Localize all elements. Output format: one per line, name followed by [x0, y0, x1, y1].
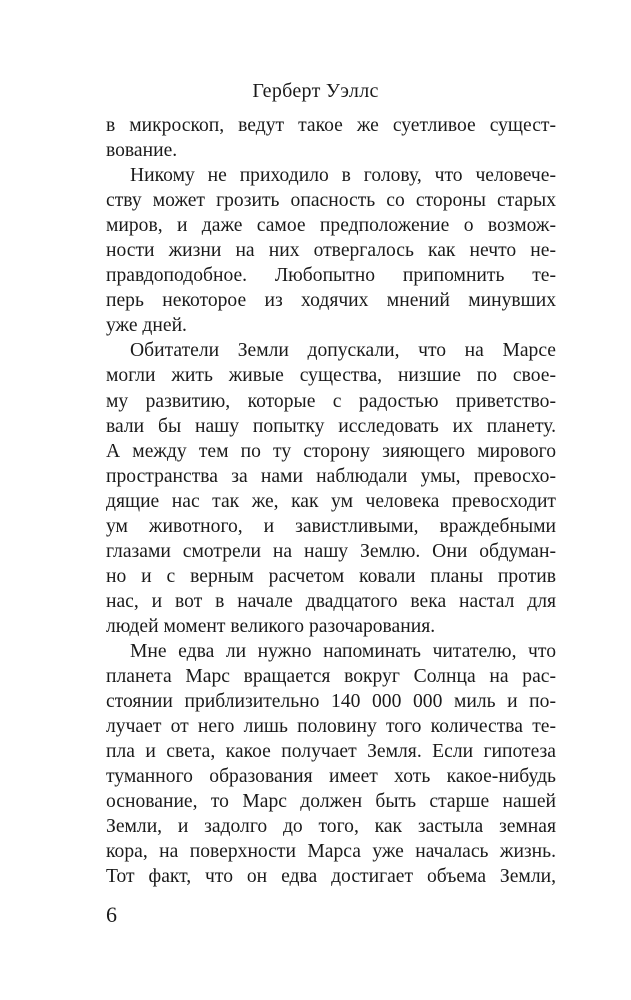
text-line: Обитатели Земли допускали, что на Марсе: [130, 340, 556, 362]
running-head: Герберт Уэллс: [252, 80, 379, 102]
text-line: уже дней.: [106, 315, 187, 337]
text-line: вали бы нашу попытку исследовать их планету.: [106, 415, 556, 437]
text-line: миров, и даже самое предположение о возмож-: [106, 215, 556, 237]
text-line: А между тем по ту сторону зияющего мирового: [106, 440, 556, 462]
page-number: 6: [106, 902, 117, 927]
text-line: но и с верным расчетом ковали планы против: [106, 565, 556, 587]
text-line: лучает от него лишь половину того количества те-: [106, 716, 556, 738]
text-line: ум животного, и завистливыми, враждебными: [106, 515, 556, 537]
text-line: людей момент великого разочарования.: [106, 615, 436, 637]
text-line: основание, то Марс должен быть старше нашей: [106, 791, 556, 813]
text-line: кора, на поверхности Марса уже началась жизнь.: [106, 841, 556, 863]
text-line: туманного образования имеет хоть какое-нибудь: [106, 766, 556, 788]
text-line: планета Марс вращается вокруг Солнца на рас-: [106, 666, 556, 688]
text-line: Мне едва ли нужно напоминать читателю, что: [130, 640, 556, 662]
text-line: Никому не приходило в голову, что человече-: [130, 165, 556, 187]
text-line: Земли, и задолго до того, как застыла земная: [106, 816, 556, 838]
text-line: пространства за нами наблюдали умы, превосхо-: [106, 465, 556, 487]
text-line: вование.: [106, 140, 178, 162]
text-line: могли жить живые существа, низшие по свое-: [106, 365, 556, 387]
text-line: стоянии приблизительно 140 000 000 миль и по-: [106, 691, 556, 713]
text-line: нас, и вот в начале двадцатого века настал для: [106, 590, 556, 612]
text-line: му развитию, которые с радостью приветство-: [106, 390, 556, 412]
text-line: Тот факт, что он едва достигает объема Земли,: [106, 866, 556, 888]
text-line: дящие нас так же, как ум человека превосходит: [106, 490, 556, 512]
text-line: глазами смотрели на нашу Землю. Они обдуман-: [106, 540, 556, 562]
text-line: в микроскоп, ведут такое же суетливое сущест-: [106, 115, 556, 136]
text-line: перь некоторое из ходячих мнений минувших: [106, 290, 556, 312]
text-line: пла и света, какое получает Земля. Если гипотеза: [106, 741, 556, 763]
body-text: [106, 113, 556, 889]
text-line: правдоподобное. Любопытно припомнить те-: [106, 265, 556, 287]
text-line: ности жизни на них отвергалось как нечто не-: [106, 240, 556, 262]
text-line: ству может грозить опасность со стороны старых: [106, 190, 556, 212]
